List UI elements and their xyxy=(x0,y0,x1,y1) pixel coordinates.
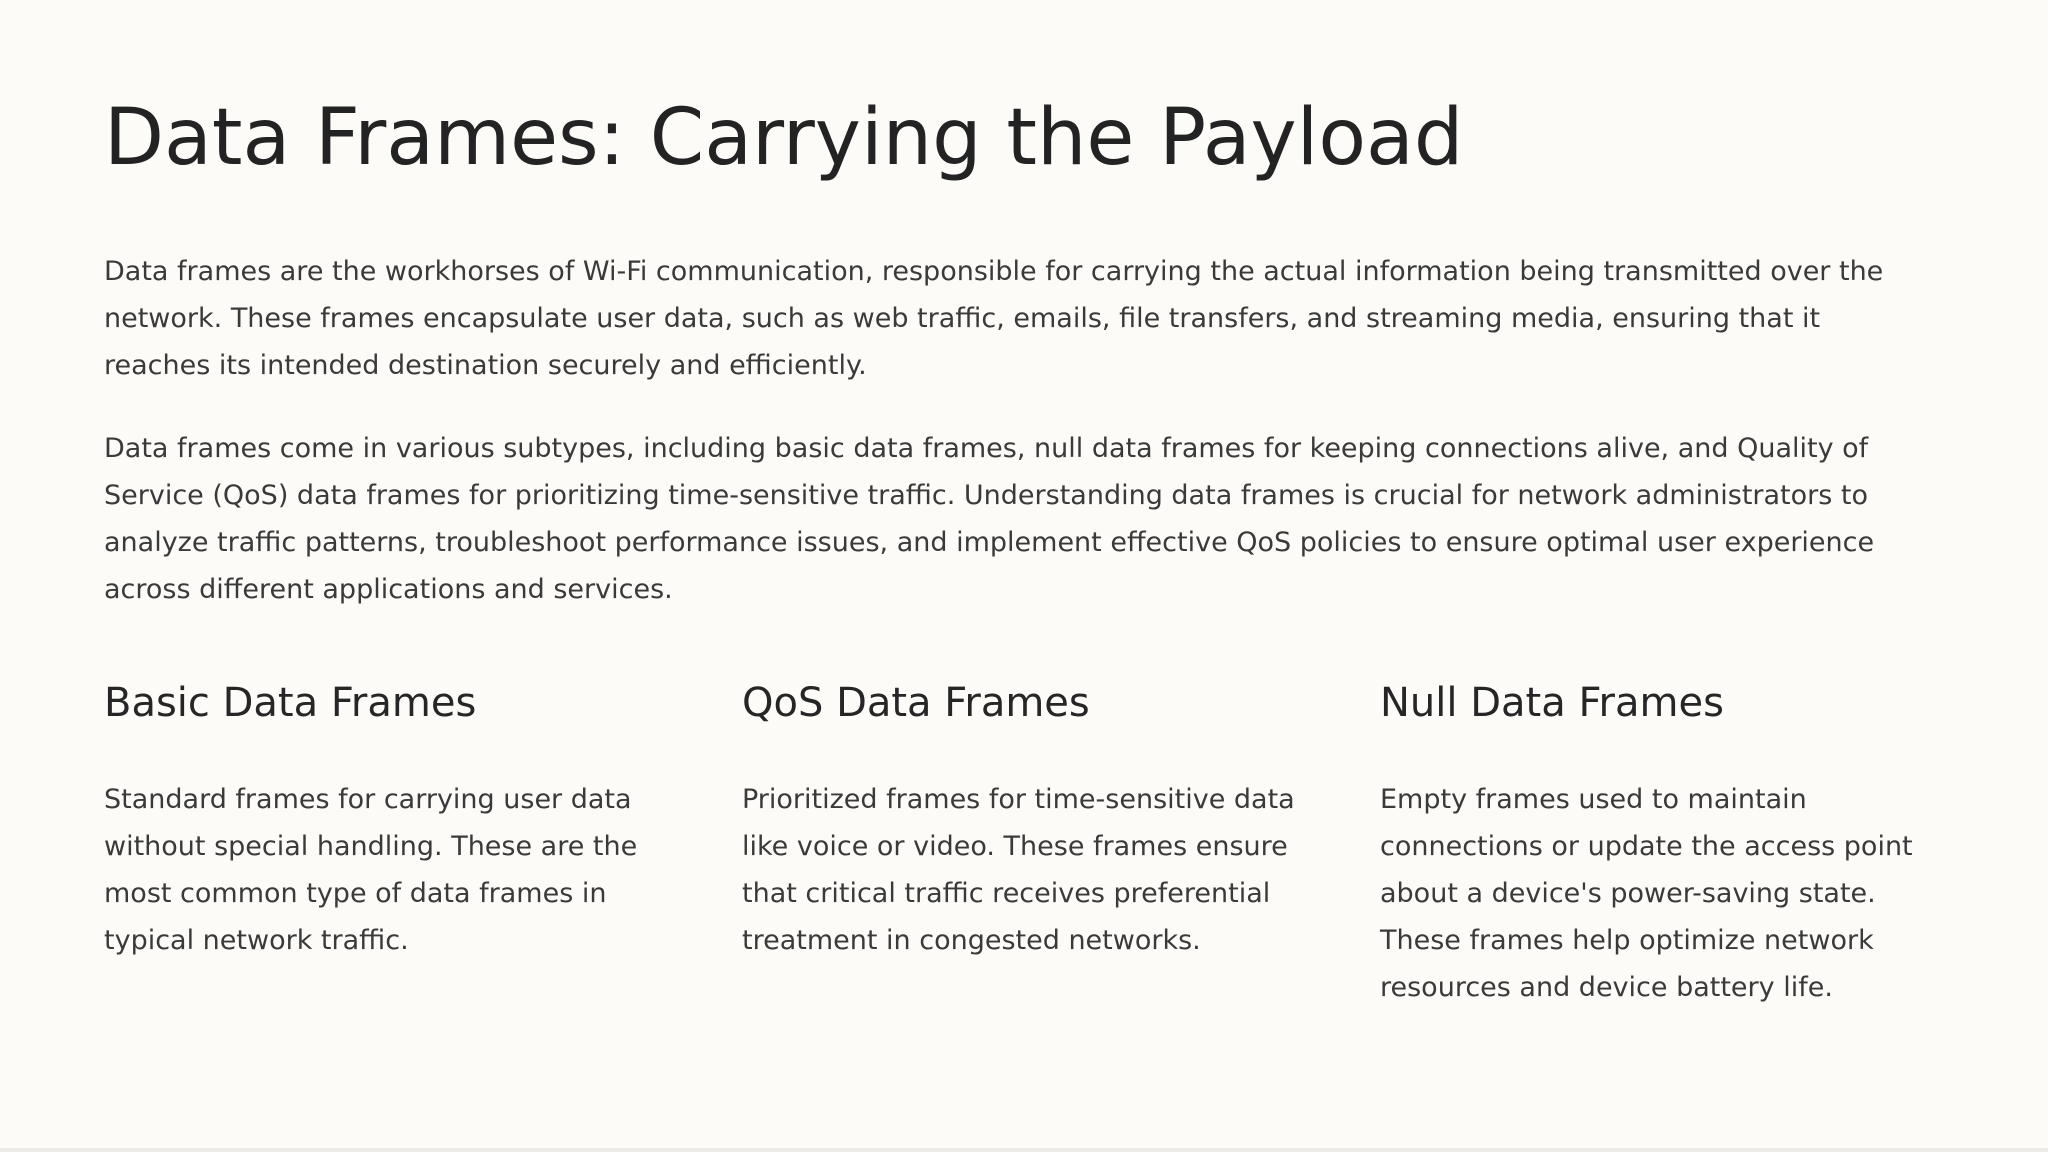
column-text: Prioritized frames for time-sensitive data like voice or video. These frames ensure that critical traffic receives preferential treatment in congested networks. xyxy=(742,784,1295,956)
column-basic-data-frames xyxy=(104,668,742,1011)
intro-paragraph: Data frames are the workhorses of Wi-Fi communication, responsible for carrying the actual information being transmitted over the network. These frames encapsulate user data, such as web traffic, emails, file transfers, and streaming media, ensuring that it reaches its intended destination securely and efficiently. xyxy=(104,256,1884,381)
frame-types-columns xyxy=(104,668,1944,1011)
details-paragraph: Data frames come in various subtypes, including basic data frames, null data frames for keeping connections alive, and Quality of Service (QoS) data frames for prioritizing time-sensitive traffic. Understanding data frames is crucial for network administrators to analyze traffic patterns, troubleshoot performance issues, and implement effective QoS policies to ensure optimal user experience across different applications and services. xyxy=(104,433,1875,605)
column-text: Empty frames used to maintain connections or update the access point about a device's power-saving state. These frames help optimize network resources and device battery life. xyxy=(1380,784,1913,1003)
column-heading: Null Data Frames xyxy=(1380,680,1724,726)
column-heading: Basic Data Frames xyxy=(104,680,477,726)
page-title: Data Frames: Carrying the Payload xyxy=(104,93,1464,183)
column-heading: QoS Data Frames xyxy=(742,680,1090,726)
column-qos-data-frames xyxy=(742,668,1380,1011)
column-text: Standard frames for carrying user data without special handling. These are the most common type of data frames in typical network traffic. xyxy=(104,784,638,956)
intro-section xyxy=(104,248,1934,649)
column-null-data-frames xyxy=(1380,668,1940,1011)
